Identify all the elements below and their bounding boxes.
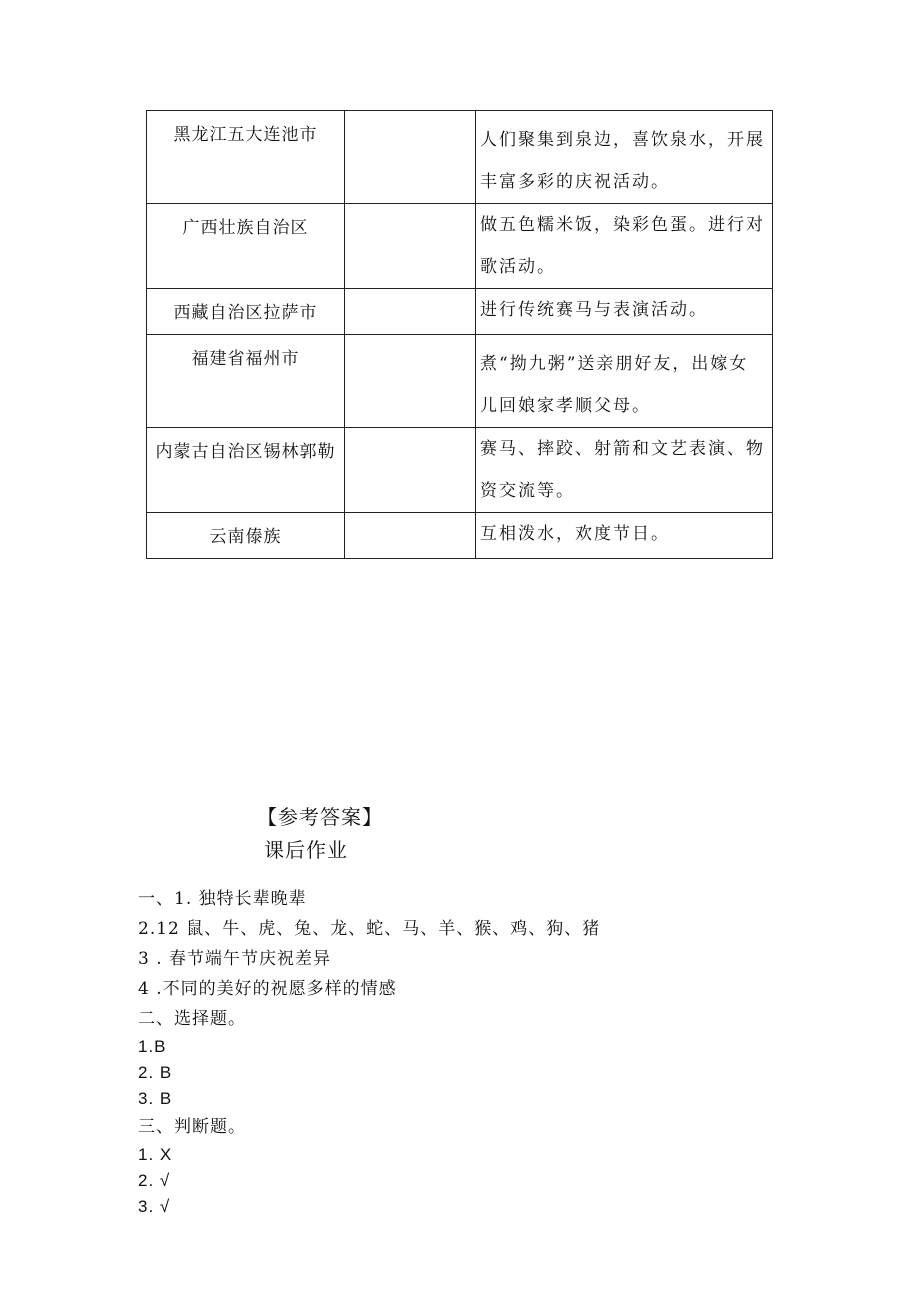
- blank-cell: [345, 513, 476, 559]
- custom-cell: 做五色糯米饭，染彩色蛋。进行对歌活动。: [476, 204, 773, 289]
- answer-line: 3 . 春节端午节庆祝差异: [138, 949, 332, 969]
- place-cell: 西藏自治区拉萨市: [147, 289, 345, 335]
- table-row: [147, 111, 773, 204]
- answer-list: [138, 884, 600, 1220]
- custom-cell: 进行传统赛马与表演活动。: [476, 289, 773, 335]
- answer-heading: 【参考答案】: [257, 805, 383, 829]
- place-cell: 福建省福州市: [147, 335, 345, 428]
- custom-cell: 人们聚集到泉边，喜饮泉水，开展丰富多彩的庆祝活动。: [476, 111, 773, 204]
- table-row: [147, 513, 773, 559]
- blank-cell: [345, 428, 476, 513]
- festival-customs-table: [146, 110, 773, 559]
- answer-line: 4 .不同的美好的祝愿多样的情感: [138, 979, 397, 999]
- place-cell: 云南傣族: [147, 513, 345, 559]
- answer-line: 一、1. 独特长辈晚辈: [138, 889, 307, 909]
- custom-cell: 煮“拗九粥”送亲朋好友，出嫁女儿回娘家孝顺父母。: [476, 335, 773, 428]
- table-row: [147, 335, 773, 428]
- place-cell: 内蒙古自治区锡林郭勒: [147, 428, 345, 513]
- table-row: [147, 289, 773, 335]
- answer-line: 2.12 鼠、牛、虎、兔、龙、蛇、马、羊、猴、鸡、狗、猪: [138, 919, 601, 939]
- section-heading: 三、判断题。: [138, 1117, 246, 1137]
- custom-cell: 赛马、摔跤、射箭和文艺表演、物资交流等。: [476, 428, 773, 513]
- answer-line: 2. B: [138, 1063, 173, 1082]
- answer-line: 3. B: [138, 1089, 173, 1108]
- custom-cell: 互相泼水，欢度节日。: [476, 513, 773, 559]
- answer-line: 1.B: [138, 1037, 167, 1056]
- table-row: [147, 204, 773, 289]
- blank-cell: [345, 204, 476, 289]
- table-row: [147, 428, 773, 513]
- place-cell: 广西壮族自治区: [147, 204, 345, 289]
- place-cell: 黑龙江五大连池市: [147, 111, 345, 204]
- answer-line: 3. √: [138, 1197, 171, 1216]
- answer-subheading: 课后作业: [264, 838, 348, 862]
- answer-line: 1. X: [138, 1145, 173, 1164]
- answer-line: 2. √: [138, 1171, 171, 1190]
- section-heading: 二、选择题。: [138, 1009, 246, 1029]
- blank-cell: [345, 289, 476, 335]
- blank-cell: [345, 335, 476, 428]
- blank-cell: [345, 111, 476, 204]
